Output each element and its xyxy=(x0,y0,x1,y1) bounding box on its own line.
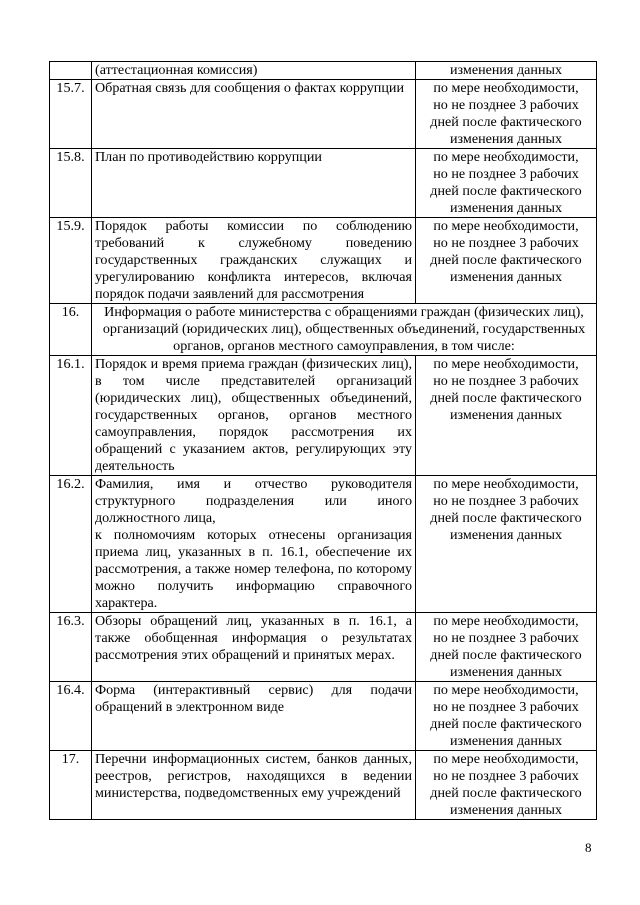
publication-term xyxy=(416,62,597,80)
row-number: 15.7. xyxy=(50,80,92,149)
item-description xyxy=(92,613,416,682)
term-line: по мере необходимости, xyxy=(433,218,579,234)
term-line: но не позднее 3 рабочих xyxy=(433,97,579,113)
row-number: 17. xyxy=(50,751,92,820)
term-line: дней после фактического xyxy=(430,390,582,406)
description-text: Форма (интерактивный сервис) для подачи обращений в электронном виде xyxy=(95,682,412,715)
publication-term xyxy=(416,751,597,820)
description-text: (аттестационная комиссия) xyxy=(95,62,258,78)
term-line: по мере необходимости, xyxy=(433,476,579,492)
description-text: Фамилия, имя и отчество руководителя структурного подразделения или иного должностного лица, xyxy=(95,476,412,526)
term-line: но не позднее 3 рабочих xyxy=(433,373,579,389)
item-description xyxy=(92,682,416,751)
term-line: по мере необходимости, xyxy=(433,682,579,698)
term-line: изменения данных xyxy=(450,131,562,147)
table-row xyxy=(50,613,597,682)
term-line: но не позднее 3 рабочих xyxy=(433,166,579,182)
term-line: дней после фактического xyxy=(430,114,582,130)
item-description xyxy=(92,356,416,476)
term-line: по мере необходимости, xyxy=(433,356,579,372)
term-line: изменения данных xyxy=(450,62,562,78)
description-text: Порядок и время приема граждан (физических лиц), в том числе представителей организаций (юридических лиц), общественных объединений, государственных органов, органов местного самоуправления, порядок рассмотрения их обращений с указанием актов, регулирующих эту деятельность xyxy=(95,356,412,474)
description-text: Обзоры обращений лиц, указанных в п. 16.1, а также обобщенная информация о результатах рассмотрения этих обращений и принятых мерах. xyxy=(95,613,412,663)
term-line: изменения данных xyxy=(450,664,562,680)
item-description xyxy=(92,751,416,820)
term-line: по мере необходимости, xyxy=(433,80,579,96)
row-number: 16.2. xyxy=(50,476,92,613)
table-row xyxy=(50,62,597,80)
table-row xyxy=(50,304,597,356)
item-description xyxy=(92,476,416,613)
term-line: по мере необходимости, xyxy=(433,751,579,767)
term-line: дней после фактического xyxy=(430,183,582,199)
table-row xyxy=(50,682,597,751)
term-line: по мере необходимости, xyxy=(433,149,579,165)
publication-term xyxy=(416,682,597,751)
publication-term xyxy=(416,149,597,218)
term-line: дней после фактического xyxy=(430,647,582,663)
item-description xyxy=(92,218,416,304)
description-text: к полномочиям которых отнесены организация приема лиц, указанных в п. 16.1, обеспечение их рассмотрения, а также номер телефона, по которому можно получить информацию справочного характера. xyxy=(95,527,412,611)
description-text: Перечни информационных систем, банков данных, реестров, регистров, находящихся в ведении министерства, подведомственных ему учреждений xyxy=(95,751,412,801)
term-line: дней после фактического xyxy=(430,252,582,268)
term-line: но не позднее 3 рабочих xyxy=(433,768,579,784)
publication-term xyxy=(416,613,597,682)
term-line: изменения данных xyxy=(450,733,562,749)
row-number: 16.3. xyxy=(50,613,92,682)
term-line: дней после фактического xyxy=(430,785,582,801)
publication-term xyxy=(416,476,597,613)
page-number: 8 xyxy=(585,840,592,855)
table-row xyxy=(50,751,597,820)
term-line: дней после фактического xyxy=(430,716,582,732)
section-heading: Информация о работе министерства с обращениями граждан (физических лиц), организаций (юридических лиц), общественных объединений, государственных органов, органов местного самоуправления, в том числе: xyxy=(92,304,597,356)
term-line: по мере необходимости, xyxy=(433,613,579,629)
table-row xyxy=(50,149,597,218)
term-line: изменения данных xyxy=(450,269,562,285)
term-line: но не позднее 3 рабочих xyxy=(433,493,579,509)
table-row xyxy=(50,356,597,476)
item-description xyxy=(92,149,416,218)
term-line: изменения данных xyxy=(450,200,562,216)
term-line: но не позднее 3 рабочих xyxy=(433,235,579,251)
term-line: дней после фактического xyxy=(430,510,582,526)
table-row xyxy=(50,218,597,304)
publication-term xyxy=(416,218,597,304)
item-description xyxy=(92,80,416,149)
publication-term xyxy=(416,356,597,476)
term-line: изменения данных xyxy=(450,802,562,818)
row-number: 15.9. xyxy=(50,218,92,304)
table-row xyxy=(50,80,597,149)
table-row xyxy=(50,476,597,613)
description-text: Обратная связь для сообщения о фактах коррупции xyxy=(95,80,404,96)
publication-term xyxy=(416,80,597,149)
row-number: 16.1. xyxy=(50,356,92,476)
table-body xyxy=(50,62,597,820)
item-description xyxy=(92,62,416,80)
row-number xyxy=(50,62,92,80)
row-number: 16.4. xyxy=(50,682,92,751)
row-number: 16. xyxy=(50,304,92,356)
description-text: Порядок работы комиссии по соблюдению требований к служебному поведению государственных гражданских служащих и урегулированию конфликта интересов, включая порядок подачи заявлений для рассмотрения xyxy=(95,218,412,302)
term-line: изменения данных xyxy=(450,407,562,423)
description-text: План по противодействию коррупции xyxy=(95,149,322,165)
term-line: изменения данных xyxy=(450,527,562,543)
term-line: но не позднее 3 рабочих xyxy=(433,630,579,646)
term-line: но не позднее 3 рабочих xyxy=(433,699,579,715)
row-number: 15.8. xyxy=(50,149,92,218)
information-schedule-table xyxy=(49,61,597,820)
